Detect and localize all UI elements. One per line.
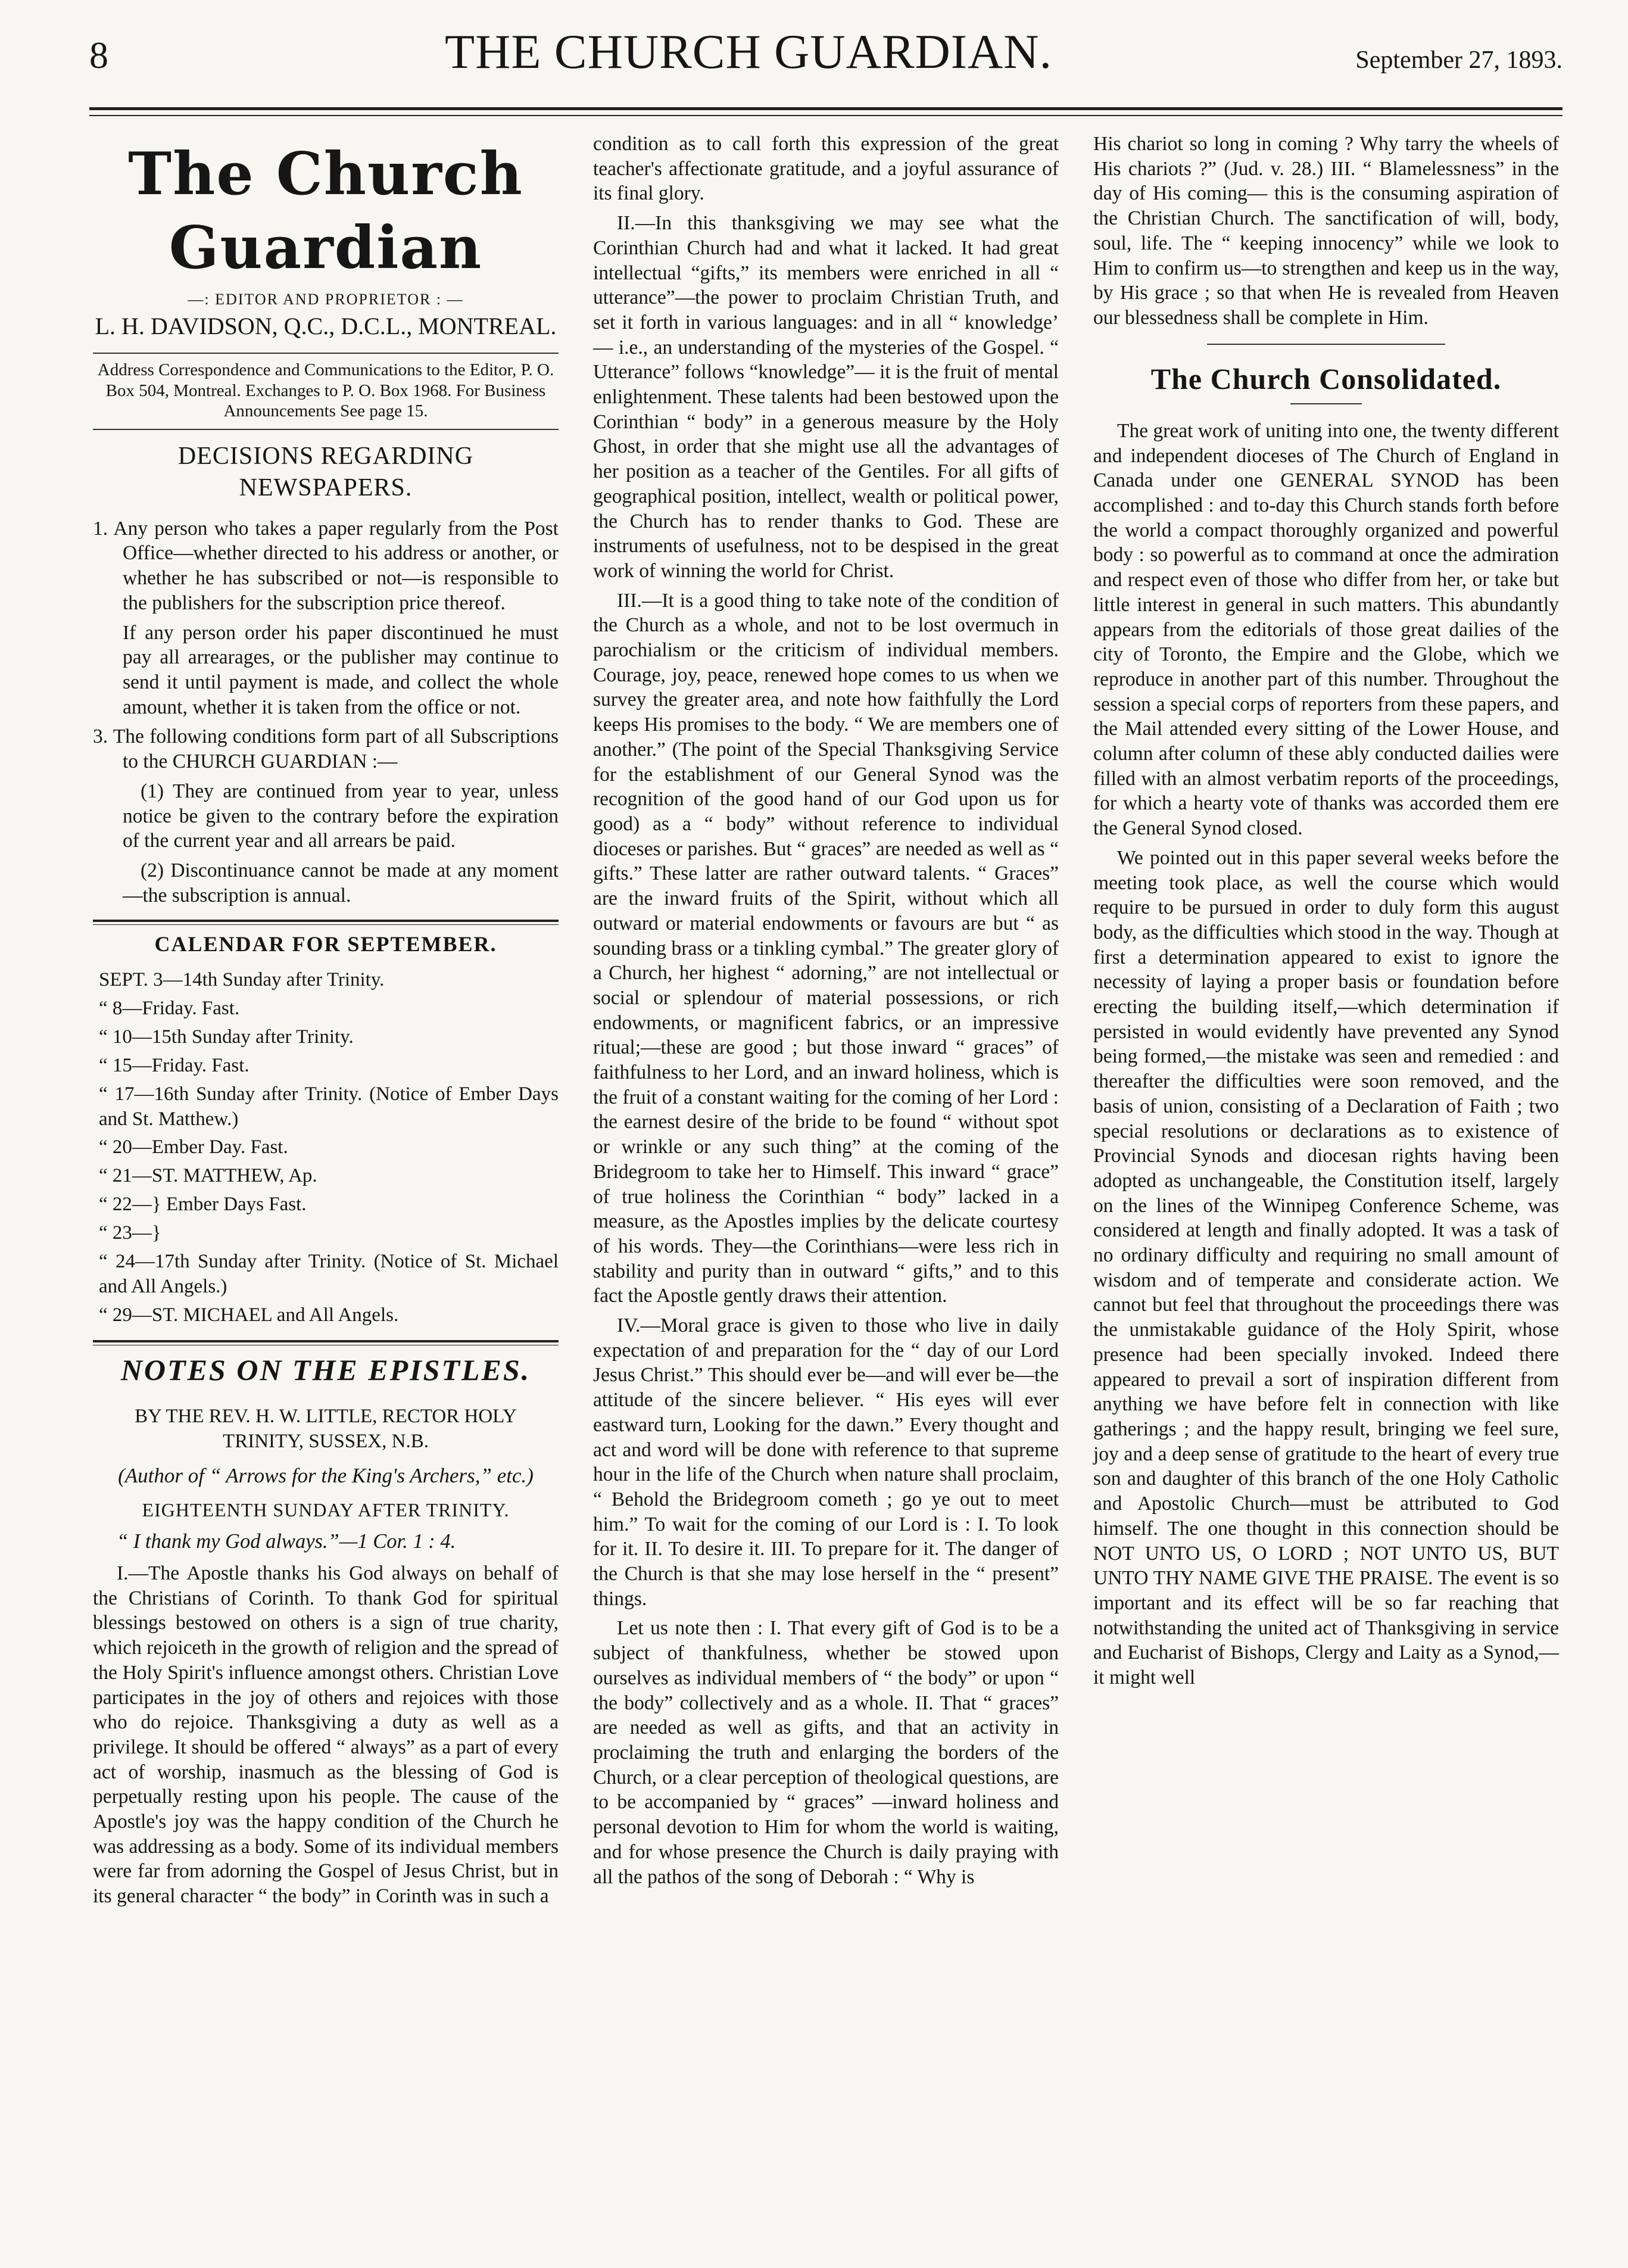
- decision-3: 3. The following conditions form part of all Subscriptions to the CHURCH GUARDIAN :—: [93, 725, 559, 773]
- calendar-entry: “ 10—15th Sunday after Trinity.: [99, 1026, 354, 1048]
- paper-title: THE CHURCH GUARDIAN.: [445, 24, 1052, 79]
- consolidated-paragraph-1: The great work of uniting into one, the twenty different and independent dioceses of The Church of England in Canada under one GENERAL SYNOD has been accomplished : and to-day this Church stands forth before the world a compact thoroughly organized and powerful body : so powerful as to command at once the admiration and respect even of those who differ from her, or take but little interest in general in such matters. This abundantly appears from the editorials of those great dailies of the city of Toronto, the Empire and the Globe, which we reproduce in another part of this number. Throughout the session a special corps of reporters from these papers, and the Mail attended every sitting of the Lower House, and column after column of these ably conducted dailies were filled with an almost verbatim reports of the proceedings, for which a hearty vote of thanks was accorded them ere the General Synod closed.: [1093, 419, 1559, 840]
- calendar-entry: “ 8—Friday. Fast.: [99, 997, 240, 1019]
- editor-label: —: EDITOR AND PROPRIETOR : —: [188, 290, 464, 308]
- author-note: (Author of “ Arrows for the King's Archers,” etc.): [118, 1464, 534, 1488]
- consolidated-heading: The Church Consolidated.: [1150, 362, 1502, 395]
- heading-underline: [1290, 403, 1362, 404]
- calendar-entry: “ 15—Friday. Fast.: [99, 1054, 249, 1076]
- calendar-entry: “ 21—ST. MATTHEW, Ap.: [99, 1165, 317, 1187]
- epistle-paragraph-4: IV.—Moral grace is given to those who live in daily expectation of and preparation for the “ day of our Lord Jesus Christ.” This should ever be—and will ever be—the attitude of the sincere believer. “ His eyes will ever eastward turn, Looking for the dawn.” Every thought and act and word will be done with reference to that supreme hour in the life of the Church when nature shall proclaim, “ Behold the Bridegroom cometh ; go ye out to meet him.” To wait for the coming of our Lord is : I. To look for it. II. To desire it. III. To prepare for it. The danger of the Church is that she may lose herself in the “ present” things.: [593, 1314, 1059, 1610]
- epistle-paragraph-1: I.—The Apostle thanks his God always on behalf of the Christians of Corinth. To thank God for spiritual blessings bestowed on others is a sign of true charity, which rejoiceth in the growth of religion and the spread of the Holy Spirit's influence amongst others. Christian Love participates in the joy of others and rejoices with those who do rejoice. Thanksgiving a duty as well as a privilege. It should be offered “ always” as a part of every act of worship, inasmuch as the blessing of God is perpetually resting upon his people. The cause of the Apostle's joy was the happy condition of the Church he was addressing as a body. Some of its individual members were far from adorning the Gospel of Jesus Christ, but in its general character “ the body” in Corinth was in such a: [93, 1562, 559, 1908]
- calendar-entry: “ 17—16th Sunday after Trinity. (Notice of Ember Days and St. Matthew.): [99, 1083, 559, 1130]
- calendar-entry: “ 29—ST. MICHAEL and All Angels.: [99, 1304, 399, 1326]
- columns: [89, 132, 1562, 2252]
- editor-name: L. H. DAVIDSON, Q.C., D.C.L., MONTREAL.: [95, 312, 557, 339]
- calendar-rule: [93, 920, 559, 925]
- calendar-entry: SEPT. 3—14th Sunday after Trinity.: [99, 969, 385, 991]
- address-notice: Address Correspondence and Communications to the Editor, P. O. Box 504, Montreal. Exchanges to P. O. Box 1968. For Business Announcements See page 15.: [93, 353, 559, 430]
- decisions-heading: DECISIONS REGARDING NEWSPAPERS.: [177, 443, 474, 502]
- page-number: 8: [89, 34, 108, 76]
- column-1: [89, 132, 562, 2252]
- sunday-heading: EIGHTEENTH SUNDAY AFTER TRINITY.: [142, 1498, 510, 1521]
- section-rule: [1207, 344, 1445, 345]
- epistle-paragraph-2: II.—In this thanksgiving we may see what the Corinthian Church had and what it lacked. It had great intellectual “gifts,” its members were enriched in all “ utterance”—the power to proclaim Christian Truth, and set it forth in various languages: and in all “ knowledge’ — i.e., an understanding of the mysteries of the Gospel. “ Utterance” follows “knowledge”— it is the fruit of mental enlightenment. These talents had been bestowed upon the Corinthian “ body” in a generous measure by the Holy Ghost, in order that she might use all the advantages of her position as a teacher of the Gentiles. For all gifts of geographical position, intellect, wealth or political power, the Church has to render thanks to God. These are instruments of usefulness, not to be despised in the great work of winning the world for Christ.: [593, 212, 1059, 582]
- calendar-entry: “ 24—17th Sunday after Trinity. (Notice of St. Michael and All Angels.): [99, 1251, 559, 1297]
- calendar-entry: “ 22—} Ember Days Fast.: [99, 1194, 307, 1216]
- calendar-list: [93, 968, 559, 1328]
- epistle-paragraph-1-cont: condition as to call forth this expression of the great teacher's affectionate gratitude, and a joyful assurance of its final glory.: [593, 133, 1059, 205]
- masthead: [89, 24, 1562, 101]
- nameplate: The Church Guardian: [128, 140, 523, 283]
- publication-date: September 27, 1893.: [1355, 46, 1562, 74]
- decision-2: If any person order his paper discontinued he must pay all arrearages, or the publisher may continue to send it until payment is made, and collect the whole amount, whether it is taken from the office or not.: [123, 621, 559, 718]
- calendar-entry: “ 20—Ember Day. Fast.: [99, 1136, 288, 1158]
- column-3: [1090, 132, 1562, 2252]
- epistle-paragraph-3: III.—It is a good thing to take note of the condition of the Church as a whole, and not to be lost overmuch in parochialism or the criticism of individual members. Courage, joy, peace, renewed hope comes to us when we survey the greater area, and note how faithfully the Lord keeps His promises to the body. “ We are members one of another.” (The point of the Special Thanksgiving Service for the establishment of our General Synod was the recognition of the good hand of our God upon us for good) as a “ body” without reference to individual dioceses or parishes. But “ graces” are needed as well as “ gifts.” These latter are rather outward talents. “ Graces” are the inward fruits of the Spirit, without which all outward or material endowments or favours are but “ as sounding brass or a tinkling cymbal.” The greater glory of a Church, her highest “ adorning,” are not intellectual or social or splendour of material possessions, or rich endowments, or magnificent fabrics, or an impressive ritual;—these are good ; but those inward “ graces” of faithfulness to her Lord, and an inward holiness, which is the fruit of a constant waiting for the coming of her Lord : the earnest desire of the bride to be found “ without spot or wrinkle or any such thing” at the coming of the Bridegroom to take her to Himself. This inward “ grace” of true holiness the Corinthian “ body” lacked in a measure, as the Apostles implies by the delicate courtesy of his words. They—the Corinthians—were less rich in stability and purity than in outward “ gifts,” and to this fact the Apostle gently draws their attention.: [593, 589, 1059, 1307]
- byline: BY THE REV. H. W. LITTLE, RECTOR HOLY TRINITY, SUSSEX, N.B.: [135, 1406, 517, 1453]
- decisions-list: [93, 516, 559, 908]
- calendar-heading: CALENDAR FOR SEPTEMBER.: [154, 932, 497, 957]
- masthead-rule: [89, 107, 1562, 116]
- consolidated-paragraph-2: We pointed out in this paper several weeks before the meeting took place, as well the course which would require to be pursued in order to duly form this august body, as the difficulties which stood in the way. Though at first a determination appeared to exist to ignore the necessity of laying a proper basis or foundation before erecting the building itself,—which determination if persisted in would evidently have prevented any Synod being formed,—the mistake was seen and remedied : and thereafter the difficulties were soon removed, and the basis of union, consisting of a Declaration of Faith ; two special resolutions or declarations as to existence of Provincial Synods and diocesan rights having been adopted as unchangeable, the Constitution itself, largely on the lines of the Winnipeg Conference Scheme, was considered at length and finally adopted. It was a task of no ordinary difficulty and requiring no small amount of wisdom and of temperate and considerate action. We cannot but feel that throughout the proceedings there was the unmistakable guidance of the Holy Spirit, whose presence had been specially invoked. Indeed there appeared to prevail a sort of inspiration different from anything we have before felt in connection with like gatherings ; and the happy result, bringing we feel sure, joy and a deep sense of gratitude to the heart of every true son and daughter of this branch of the one Holy Catholic and Apostolic Church—must be attributed to God himself. The one thought in this connection should be NOT UNTO US, O LORD ; NOT UNTO US, BUT UNTO THY NAME GIVE THE PRAISE. The event is so important and its effect will be so far reaching that notwithstanding the united act of Thanksgiving in service and Eucharist of Bishops, Clergy and Laity as a Synod,—it might well: [1093, 846, 1559, 1689]
- notes-rule: [93, 1340, 559, 1345]
- notes-heading: NOTES ON THE EPISTLES.: [120, 1353, 531, 1387]
- epistle-paragraph-5-cont: His chariot so long in coming ? Why tarry the wheels of His chariots ?” (Jud. v. 28.) III. “ Blamelessness” in the day of His coming— this is the consuming aspiration of the Christian Church. The sanctification of will, body, soul, life. The “ keeping innocency” while we look to Him to confirm us—to strengthen and keep us in the way, by His grace ; so that when He is revealed from Heaven our blessedness shall be complete in Him.: [1093, 133, 1559, 329]
- decision-1: 1. Any person who takes a paper regularly from the Post Office—whether directed to his address or another, or whether he has subscribed or not—is responsible to the publishers for the subscription price thereof.: [93, 517, 559, 614]
- epigraph: “ I thank my God always.”—1 Cor. 1 : 4.: [117, 1530, 456, 1553]
- epistle-paragraph-5: Let us note then : I. That every gift of God is to be a subject of thankfulness, whether be stowed upon ourselves as individual members of “ the body” or upon “ the body” collectively and as a whole. II. That “ graces” are needed as well as gifts, and that an activity in proclaiming the truth and enlarging the borders of the Church, or a clear perception of theological questions, are to be accompanied by “ graces” —inward holiness and personal devotion to Him for whom the world is waiting, and for whose presence the Church is daily praying with all the pathos of the song of Deborah : “ Why is: [593, 1617, 1059, 1888]
- column-2: [590, 132, 1062, 2252]
- decision-3b: (2) Discontinuance cannot be made at any moment—the subscription is annual.: [123, 859, 559, 906]
- calendar-entry: “ 23—}: [99, 1222, 161, 1244]
- decision-3a: (1) They are continued from year to year, unless notice be given to the contrary before the expiration of the current year and all arrears be paid.: [123, 780, 559, 852]
